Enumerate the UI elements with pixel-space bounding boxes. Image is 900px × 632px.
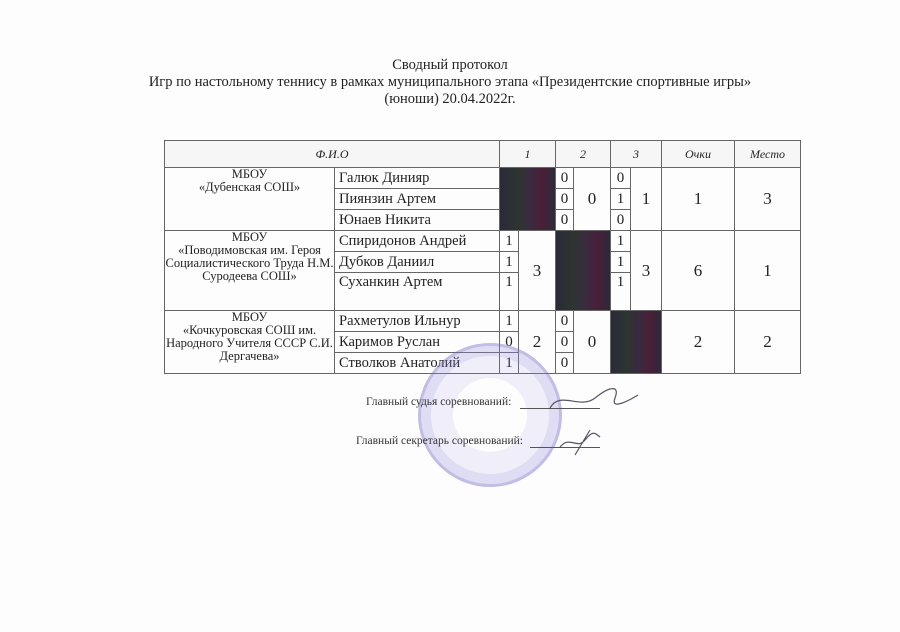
place: 2 — [735, 311, 801, 374]
judge-label: Главный судья соревнований: — [366, 396, 512, 408]
score: 1 — [500, 231, 519, 252]
place: 3 — [735, 168, 801, 231]
score: 1 — [500, 252, 519, 273]
score-total: 0 — [574, 168, 611, 231]
score: 1 — [500, 353, 519, 374]
col-1: 1 — [500, 141, 556, 168]
score: 0 — [556, 353, 574, 374]
player-name: Дубков Даниил — [335, 252, 500, 273]
score: 0 — [611, 168, 631, 189]
score: 0 — [556, 210, 574, 231]
secretary-signature — [555, 425, 605, 460]
header-row — [165, 141, 801, 168]
score: 1 — [611, 252, 631, 273]
player-name: Юнаев Никита — [335, 210, 500, 231]
player-name: Суханкин Артем — [335, 273, 500, 311]
col-2: 2 — [556, 141, 611, 168]
col-3: 3 — [611, 141, 662, 168]
player-name: Спиридонов Андрей — [335, 231, 500, 252]
self-cell — [556, 231, 611, 311]
score-total: 3 — [519, 231, 556, 311]
protocol-date: (юноши) 20.04.2022г. — [384, 91, 516, 107]
player-name: Пиянзин Артем — [335, 189, 500, 210]
protocol-title: Сводный протокол — [392, 57, 508, 73]
score: 0 — [556, 332, 574, 353]
player-name: Рахметулов Ильнур — [335, 311, 500, 332]
points: 2 — [662, 311, 735, 374]
col-points: Очки — [662, 141, 735, 168]
score: 1 — [500, 311, 519, 332]
score: 1 — [611, 189, 631, 210]
score-total: 3 — [631, 231, 662, 311]
self-cell — [611, 311, 662, 374]
points: 6 — [662, 231, 735, 311]
score: 1 — [611, 231, 631, 252]
col-place: Место — [735, 141, 801, 168]
secretary-label: Главный секретарь соревнований: — [356, 435, 523, 447]
results-table — [164, 140, 801, 374]
team-org: МБОУ «Кочкуровская СОШ им. Народного Учителя СССР С.И. Дергачева» — [165, 311, 335, 374]
player-name: Каримов Руслан — [335, 332, 500, 353]
score: 0 — [556, 168, 574, 189]
score-total: 2 — [519, 311, 556, 374]
score-total: 1 — [631, 168, 662, 231]
player-name: Стволков Анатолий — [335, 353, 500, 374]
player-name: Галюк Динияр — [335, 168, 500, 189]
points: 1 — [662, 168, 735, 231]
judge-signature — [540, 380, 640, 420]
table-row — [165, 231, 801, 252]
score: 0 — [556, 189, 574, 210]
protocol-subtitle: Игр по настольному теннису в рамках муниципального этапа «Президентские спортивные игры» — [148, 74, 752, 90]
table-row — [165, 311, 801, 332]
score-total: 0 — [574, 311, 611, 374]
score: 0 — [611, 210, 631, 231]
self-cell — [500, 168, 556, 231]
team-org: МБОУ «Дубенская СОШ» — [165, 168, 335, 231]
score: 0 — [500, 332, 519, 353]
place: 1 — [735, 231, 801, 311]
score: 1 — [500, 273, 519, 311]
score: 0 — [556, 311, 574, 332]
table-row — [165, 168, 801, 189]
team-org: МБОУ «Поводимовская им. Героя Социалистического Труда Н.М. Суродеева СОШ» — [165, 231, 335, 311]
col-fio: Ф.И.О — [165, 141, 500, 168]
score: 1 — [611, 273, 631, 311]
